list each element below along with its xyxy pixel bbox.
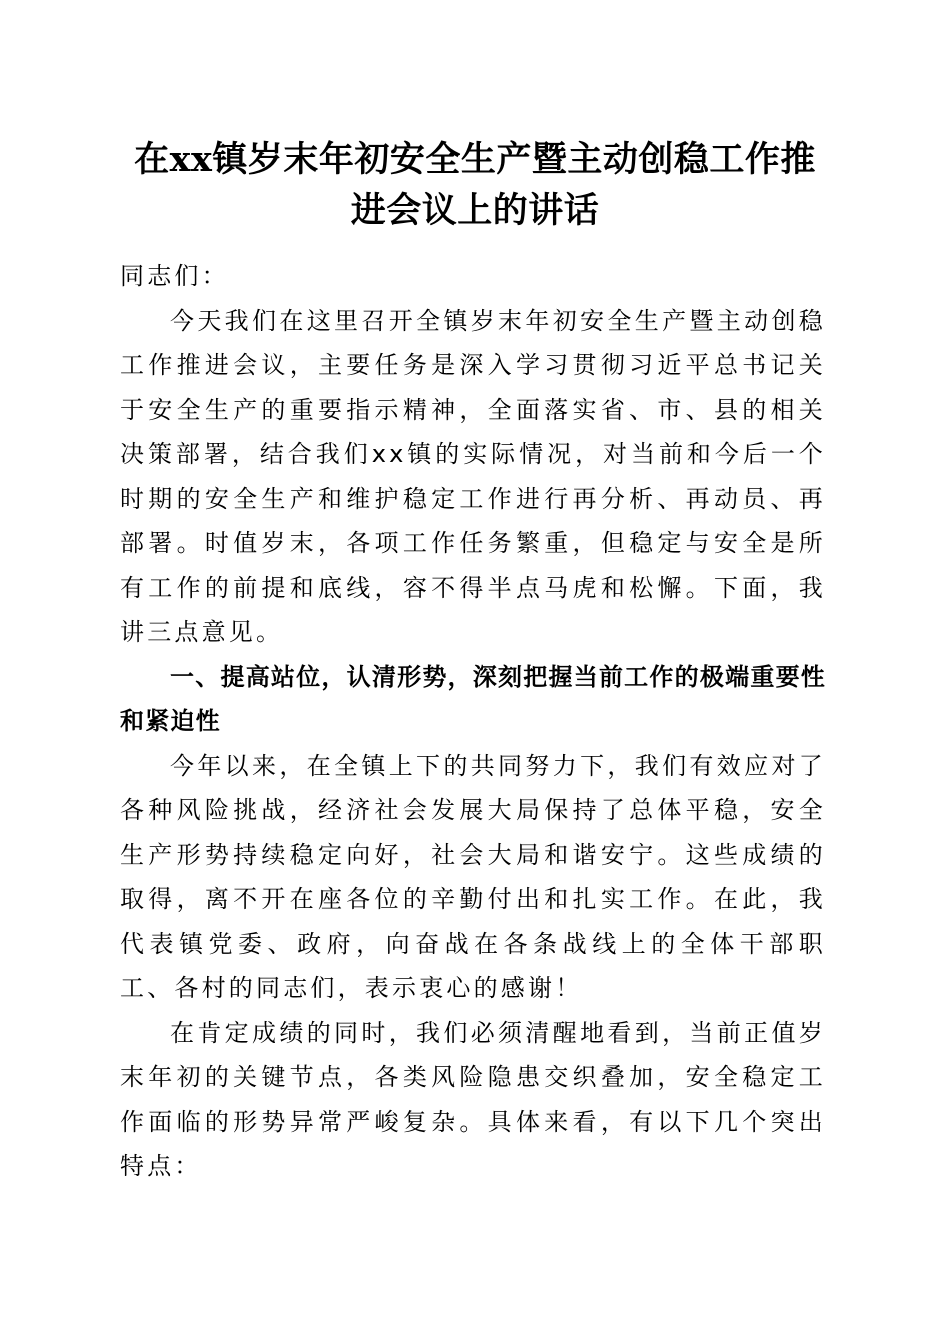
document-title bbox=[118, 134, 832, 236]
section-1-paragraph-2: 在肯定成绩的同时，我们必须清醒地看到，当前正值岁末年初的关键节点，各类风险隐患交织叠加，安全稳定工作面临的形势异常严峻复杂。具体来看，有以下几个突出特点： bbox=[120, 1018, 826, 1180]
title-line-2: 进会议上的讲话 bbox=[350, 190, 600, 231]
section-1-paragraph-1: 今年以来，在全镇上下的共同努力下，我们有效应对了各种风险挑战，经济社会发展大局保持了总体平稳，安全生产形势持续稳定向好，社会大局和谐安宁。这些成绩的取得，离不开在座各位的辛勤付出和扎实工作。在此，我代表镇党委、政府，向奋战在各条战线上的全体干部职工、各村的同志们，表示衷心的感谢！ bbox=[120, 751, 826, 1002]
salutation: 同志们： bbox=[120, 262, 229, 290]
title-line-1: 在xx镇岁末年初安全生产暨主动创稳工作推 bbox=[134, 139, 816, 180]
document-body bbox=[120, 254, 826, 1189]
section-1-heading: 一、提高站位，认清形势，深刻把握当前工作的极端重要性和紧迫性 bbox=[120, 662, 826, 735]
intro-paragraph: 今天我们在这里召开全镇岁末年初安全生产暨主动创稳工作推进会议，主要任务是深入学习贯彻习近平总书记关于安全生产的重要指示精神，全面落实省、市、县的相关决策部署，结合我们xx镇的实际情况，对当前和今后一个时期的安全生产和维护稳定工作进行再分析、再动员、再部署。时值岁末，各项工作任务繁重，但稳定与安全是所有工作的前提和底线，容不得半点马虎和松懈。下面，我讲三点意见。 bbox=[120, 306, 826, 646]
